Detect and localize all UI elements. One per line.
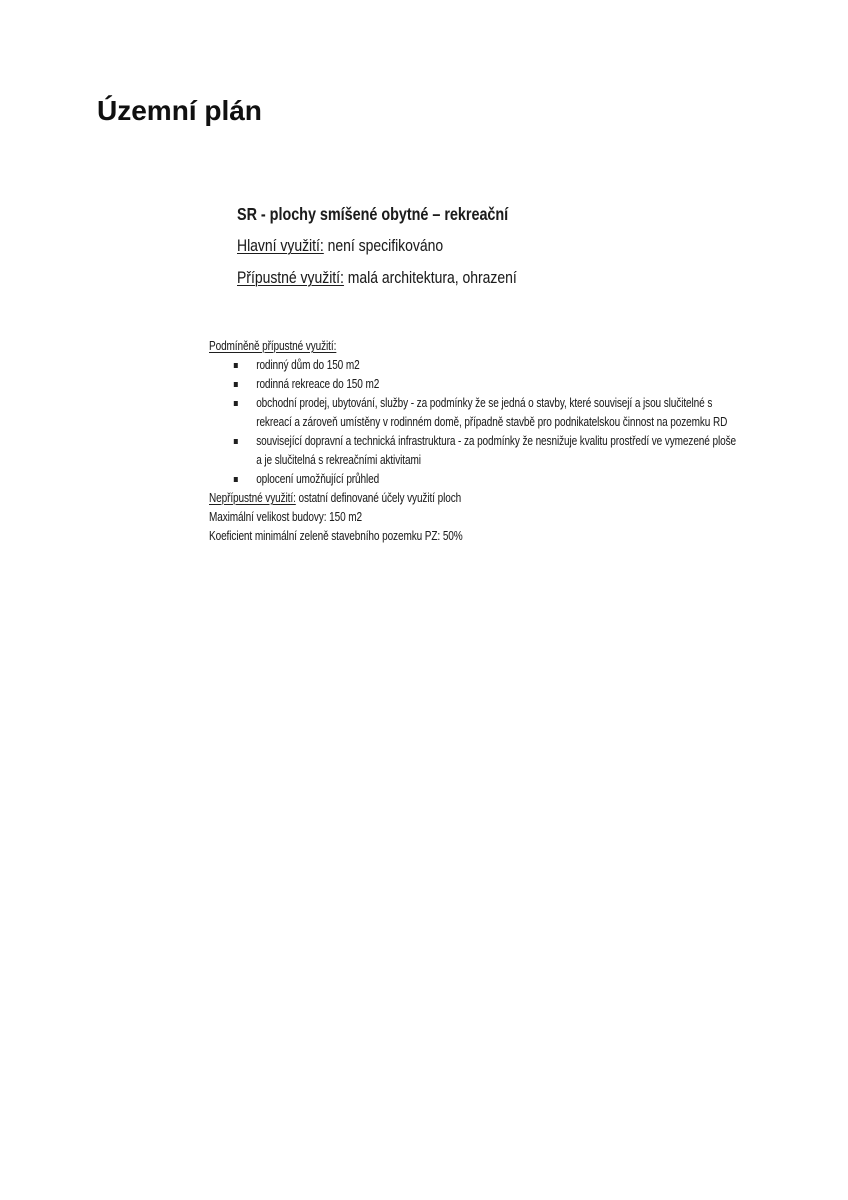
list-item-text: související dopravní a technická infrastruktura - za podmínky že nesnižuje kvalitu prostředí ve vymezené ploše a je slučitelná s rekreačními aktivitami	[256, 434, 736, 467]
details-section	[209, 337, 743, 546]
page-title: Územní plán	[97, 95, 262, 126]
list-item-text: rodinná rekreace do 150 m2	[256, 377, 380, 391]
main-use-value: není specifikováno	[327, 236, 444, 255]
impermissible-use-label: Nepřípustné využití:	[209, 491, 296, 505]
main-use-line	[237, 230, 517, 262]
bullet-square-icon	[234, 439, 238, 444]
list-item-text: rodinný dům do 150 m2	[256, 358, 360, 372]
list-item-text: obchodní prodej, ubytování, služby - za podmínky že se jedná o stavby, které souvisejí a jsou slučitelné s rekreací a zároveň umístěny v rodinném domě, případně stavbě pro podnikatelskou činnost na pozemku RD	[256, 396, 728, 429]
green-coefficient-line: Koeficient minimální zeleně stavebního pozemku PZ: 50%	[209, 529, 463, 543]
main-use-label: Hlavní využití:	[237, 236, 324, 255]
list-item	[209, 356, 743, 375]
conditional-use-heading	[209, 337, 743, 356]
bullet-square-icon	[234, 477, 238, 482]
list-item-text: oplocení umožňující průhled	[256, 472, 380, 486]
permissible-use-value: malá architektura, ohrazení	[347, 268, 517, 287]
list-item	[209, 394, 743, 432]
impermissible-use-line	[209, 489, 743, 508]
list-item	[209, 375, 743, 394]
list-item	[209, 432, 743, 470]
zone-heading: SR - plochy smíšené obytné – rekreační	[237, 204, 509, 224]
max-building-size-line: Maximální velikost budovy: 150 m2	[209, 510, 362, 524]
impermissible-use-value: ostatní definované účely využití ploch	[298, 491, 462, 505]
conditional-use-label: Podmíněně přípustné využití:	[209, 339, 337, 353]
list-item	[209, 470, 743, 489]
bullet-square-icon	[234, 363, 238, 368]
permissible-use-label: Přípustné využití:	[237, 268, 344, 287]
zone-section	[237, 198, 517, 294]
bullet-square-icon	[234, 401, 238, 406]
conditional-use-list	[209, 356, 743, 489]
permissible-use-line	[237, 262, 517, 294]
bullet-square-icon	[234, 382, 238, 387]
